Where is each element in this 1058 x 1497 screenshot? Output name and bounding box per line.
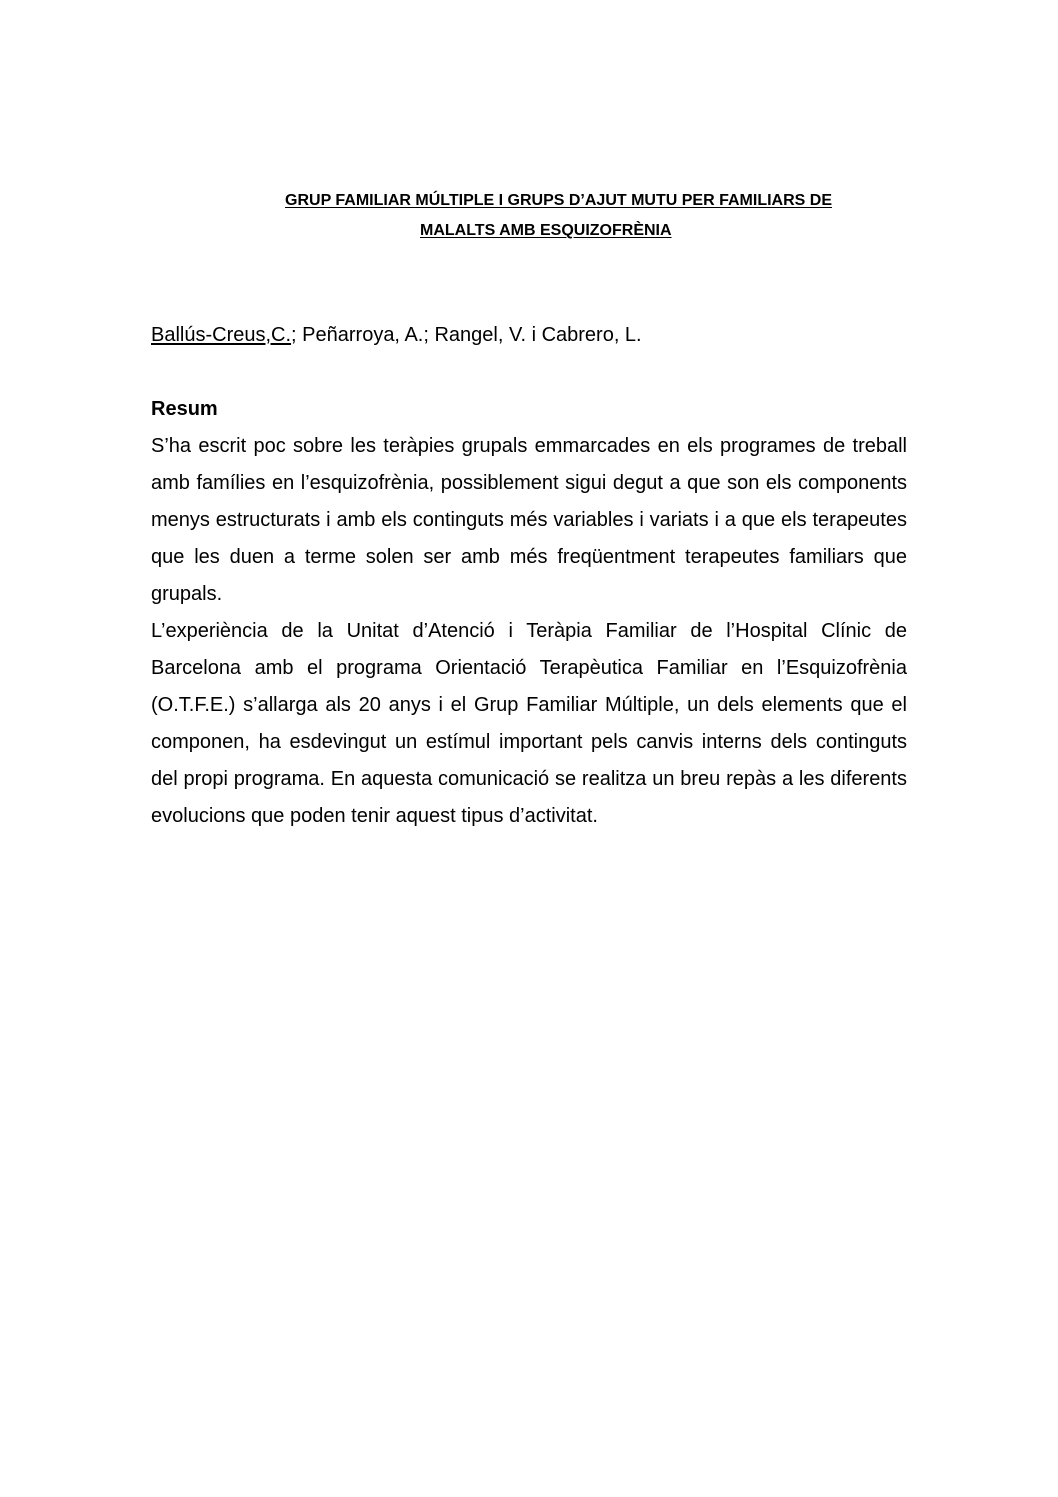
title-line-1 <box>150 186 1008 216</box>
first-author: Ballús-Creus,C. <box>151 324 292 346</box>
abstract-body <box>151 428 907 835</box>
abstract-paragraph-1: S’ha escrit poc sobre les teràpies grupals emmarcades en els programes de treball amb famílies en l’esquizofrènia, possiblement sigui degut a que son els components menys estructurats i amb els continguts més variables i variats i a que els terapeutes que les duen a terme solen ser amb més freqüentment terapeutes familiars que grupals. <box>151 435 907 605</box>
author-list <box>151 321 642 349</box>
co-authors: ; Peñarroya, A.; Rangel, V. i Cabrero, L. <box>291 324 642 346</box>
title-line-2-text: MALALTS AMB ESQUIZOFRÈNIA <box>420 222 672 239</box>
abstract-heading: Resum <box>151 398 218 420</box>
document-title <box>150 186 1008 246</box>
title-line-1-text: GRUP FAMILIAR MÚLTIPLE I GRUPS D’AJUT MUTU PER FAMILIARS DE <box>285 192 832 209</box>
title-line-2 <box>150 216 1008 246</box>
abstract-paragraph-2: L’experiència de la Unitat d’Atenció i Teràpia Familiar de l’Hospital Clínic de Barcelona amb el programa Orientació Terapèutica Familiar en l’Esquizofrènia (O.T.F.E.) s’allarga als 20 anys i el Grup Familiar Múltiple, un dels elements que el componen, ha esdevingut un estímul important pels canvis interns dels continguts del propi programa. En aquesta comunicació se realitza un breu repàs a les diferents evolucions que poden tenir aquest tipus d’activitat. <box>151 620 907 827</box>
